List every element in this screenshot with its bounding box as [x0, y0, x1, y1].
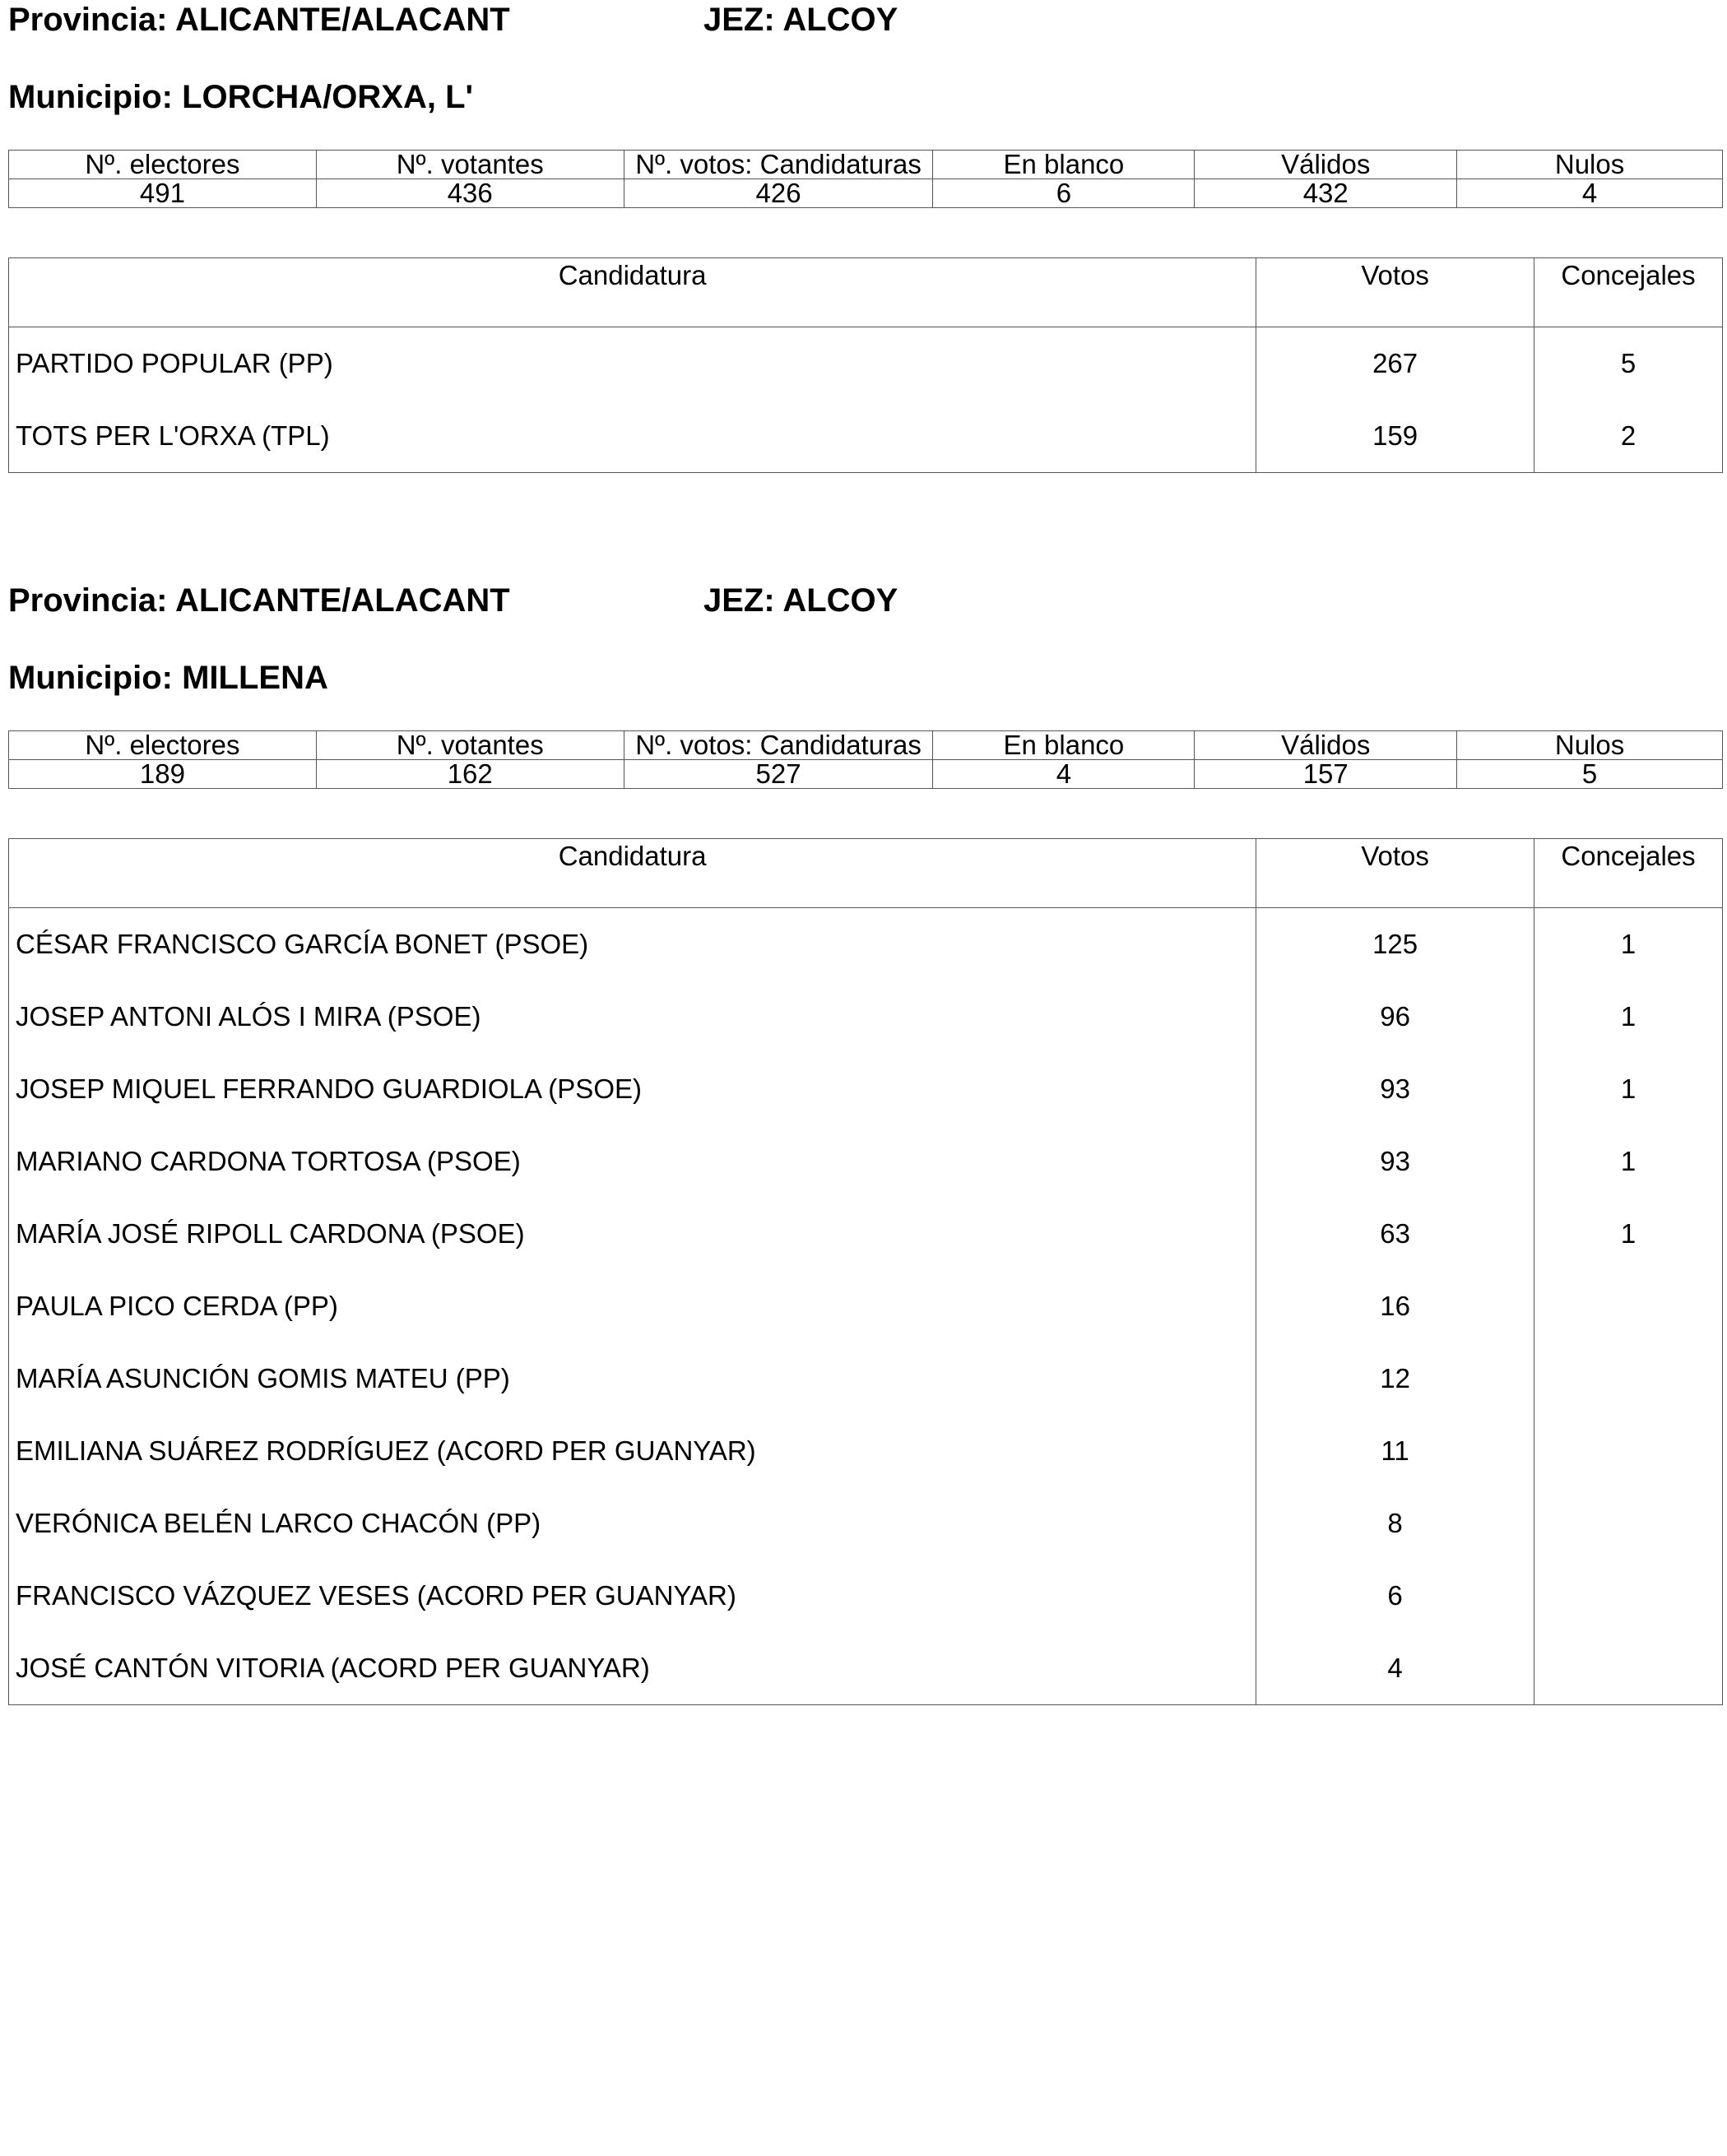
value-en-blanco: 6 [933, 179, 1195, 208]
value-electores: 189 [9, 760, 317, 789]
candidate-concejales: 5 [1534, 327, 1723, 401]
municipio-value: LORCHA/ORXA, L' [182, 79, 474, 115]
candidate-votos: 63 [1256, 1198, 1534, 1270]
provincia-label: Provincia: [8, 582, 168, 619]
value-validos: 432 [1195, 179, 1457, 208]
candidate-votos: 159 [1256, 400, 1534, 473]
jez-heading [703, 581, 898, 620]
candidate-name: JOSEP ANTONI ALÓS I MIRA (PSOE) [9, 981, 1256, 1053]
candidate-votos: 4 [1256, 1632, 1534, 1705]
table-row [9, 1270, 1723, 1342]
candidate-votos: 93 [1256, 1053, 1534, 1125]
table-row [9, 1632, 1723, 1705]
value-validos: 157 [1195, 760, 1457, 789]
value-votos-candidaturas: 527 [624, 760, 933, 789]
candidate-name: PAULA PICO CERDA (PP) [9, 1270, 1256, 1342]
municipio-heading [8, 77, 473, 117]
municipality-section-2 [8, 581, 1723, 1683]
header-validos: Válidos [1195, 151, 1457, 179]
jez-value: ALCOY [782, 582, 898, 619]
table-row [9, 981, 1723, 1053]
header-electores: Nº. electores [9, 731, 317, 760]
jez-heading [703, 0, 898, 39]
header-en-blanco: En blanco [933, 151, 1195, 179]
summary-table [8, 150, 1723, 208]
candidate-name: JOSÉ CANTÓN VITORIA (ACORD PER GUANYAR) [9, 1632, 1256, 1705]
candidate-concejales [1534, 1270, 1723, 1342]
table-row [9, 908, 1723, 981]
table-row [9, 400, 1723, 473]
header-nulos: Nulos [1457, 731, 1723, 760]
header-votos-candidaturas: Nº. votos: Candidaturas [624, 731, 933, 760]
header-votantes: Nº. votantes [316, 731, 624, 760]
candidate-votos: 125 [1256, 908, 1534, 981]
header-votos: Votos [1256, 839, 1534, 908]
summary-value-row [9, 760, 1723, 789]
summary-header-row [9, 731, 1723, 760]
municipio-label: Municipio: [8, 660, 173, 696]
value-nulos: 4 [1457, 179, 1723, 208]
candidate-concejales: 2 [1534, 400, 1723, 473]
table-row [9, 1198, 1723, 1270]
value-nulos: 5 [1457, 760, 1723, 789]
header-concejales: Concejales [1534, 839, 1723, 908]
header-nulos: Nulos [1457, 151, 1723, 179]
table-row [9, 1487, 1723, 1560]
provincia-value: ALICANTE/ALACANT [175, 2, 510, 38]
jez-label: JEZ: [703, 582, 775, 619]
candidate-concejales [1534, 1487, 1723, 1560]
header-candidatura: Candidatura [9, 839, 1256, 908]
candidate-name: CÉSAR FRANCISCO GARCÍA BONET (PSOE) [9, 908, 1256, 981]
candidate-name: MARIANO CARDONA TORTOSA (PSOE) [9, 1125, 1256, 1198]
value-electores: 491 [9, 179, 317, 208]
candidate-name: MARÍA ASUNCIÓN GOMIS MATEU (PP) [9, 1342, 1256, 1415]
candidate-concejales: 1 [1534, 1198, 1723, 1270]
header-concejales: Concejales [1534, 258, 1723, 327]
provincia-value: ALICANTE/ALACANT [175, 582, 510, 619]
municipality-section-1 [8, 0, 1723, 477]
candidate-name: TOTS PER L'ORXA (TPL) [9, 400, 1256, 473]
value-en-blanco: 4 [933, 760, 1195, 789]
candidate-votos: 12 [1256, 1342, 1534, 1415]
provincia-heading [8, 581, 510, 620]
provincia-label: Provincia: [8, 2, 168, 38]
summary-header-row [9, 151, 1723, 179]
candidate-name: MARÍA JOSÉ RIPOLL CARDONA (PSOE) [9, 1198, 1256, 1270]
candidate-concejales: 1 [1534, 908, 1723, 981]
municipio-heading [8, 658, 328, 698]
candidate-votos: 267 [1256, 327, 1534, 401]
candidate-name: VERÓNICA BELÉN LARCO CHACÓN (PP) [9, 1487, 1256, 1560]
candidate-votos: 8 [1256, 1487, 1534, 1560]
candidate-name: EMILIANA SUÁREZ RODRÍGUEZ (ACORD PER GUANYAR) [9, 1415, 1256, 1487]
header-votos-candidaturas: Nº. votos: Candidaturas [624, 151, 933, 179]
header-validos: Válidos [1195, 731, 1457, 760]
candidate-votos: 96 [1256, 981, 1534, 1053]
candidate-concejales [1534, 1632, 1723, 1705]
candidate-name: FRANCISCO VÁZQUEZ VESES (ACORD PER GUANYAR) [9, 1560, 1256, 1632]
candidate-concejales [1534, 1415, 1723, 1487]
candidate-concejales: 1 [1534, 1053, 1723, 1125]
table-row [9, 1125, 1723, 1198]
header-votantes: Nº. votantes [316, 151, 624, 179]
candidates-header-row [9, 839, 1723, 908]
value-votantes: 162 [316, 760, 624, 789]
candidate-concejales [1534, 1560, 1723, 1632]
table-row [9, 1053, 1723, 1125]
candidates-header-row [9, 258, 1723, 327]
header-candidatura: Candidatura [9, 258, 1256, 327]
provincia-heading [8, 0, 510, 39]
table-row [9, 1415, 1723, 1487]
header-electores: Nº. electores [9, 151, 317, 179]
header-en-blanco: En blanco [933, 731, 1195, 760]
value-votos-candidaturas: 426 [624, 179, 933, 208]
value-votantes: 436 [316, 179, 624, 208]
candidates-table [8, 257, 1723, 473]
header-votos: Votos [1256, 258, 1534, 327]
jez-value: ALCOY [782, 2, 898, 38]
table-row [9, 1560, 1723, 1632]
candidate-name: JOSEP MIQUEL FERRANDO GUARDIOLA (PSOE) [9, 1053, 1256, 1125]
candidate-concejales: 1 [1534, 1125, 1723, 1198]
municipio-label: Municipio: [8, 79, 173, 115]
candidate-concejales [1534, 1342, 1723, 1415]
table-row [9, 327, 1723, 401]
candidate-votos: 6 [1256, 1560, 1534, 1632]
candidate-votos: 11 [1256, 1415, 1534, 1487]
summary-table [8, 730, 1723, 789]
candidate-votos: 16 [1256, 1270, 1534, 1342]
candidate-votos: 93 [1256, 1125, 1534, 1198]
candidate-name: PARTIDO POPULAR (PP) [9, 327, 1256, 401]
municipio-value: MILLENA [182, 660, 328, 696]
summary-value-row [9, 179, 1723, 208]
candidate-concejales: 1 [1534, 981, 1723, 1053]
jez-label: JEZ: [703, 2, 775, 38]
table-row [9, 1342, 1723, 1415]
candidates-table [8, 838, 1723, 1705]
